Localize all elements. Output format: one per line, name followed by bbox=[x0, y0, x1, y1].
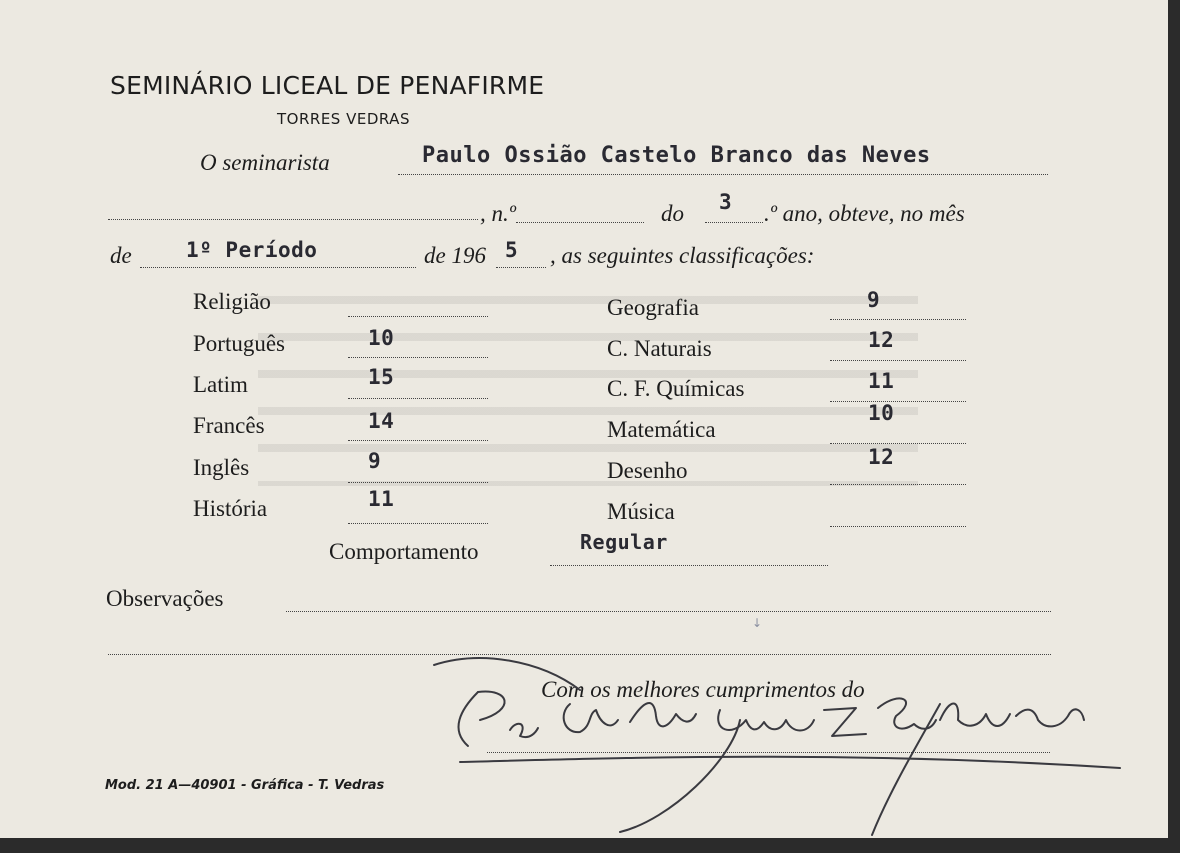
grade-line-left-4 bbox=[348, 482, 488, 483]
location-subtitle: TORRES VEDRAS bbox=[277, 110, 410, 128]
number-label: , n.º bbox=[480, 201, 516, 226]
subject-right-2: C. F. Químicas bbox=[607, 376, 745, 401]
scan-edge-bottom bbox=[0, 838, 1180, 853]
subject-right-3: Matemática bbox=[607, 417, 716, 442]
grade-line-left-5 bbox=[348, 523, 488, 524]
year-value: 3 bbox=[719, 190, 733, 214]
seminarist-name-value: Paulo Ossião Castelo Branco das Neves bbox=[422, 143, 931, 168]
grade-line-right-5 bbox=[830, 526, 966, 527]
year-line bbox=[705, 222, 763, 223]
month-value: 1º Período bbox=[186, 238, 318, 262]
seminarist-name-line bbox=[398, 174, 1048, 175]
name-continuation-line bbox=[108, 219, 478, 220]
month-line bbox=[140, 267, 416, 268]
grade-left-5: 11 bbox=[368, 487, 395, 511]
grade-line-right-4 bbox=[830, 484, 966, 485]
subject-left-0: Religião bbox=[193, 289, 271, 314]
grade-line-left-2 bbox=[348, 398, 488, 399]
behavior-line bbox=[550, 565, 828, 566]
subject-right-4: Desenho bbox=[607, 458, 688, 483]
grade-left-1: 10 bbox=[368, 326, 395, 350]
grade-right-1: 12 bbox=[868, 328, 895, 352]
grade-right-2: 11 bbox=[868, 369, 895, 393]
grade-right-0: 9 bbox=[867, 288, 881, 312]
footer-form-code: Mod. 21 A—40901 - Gráfica - T. Vedras bbox=[105, 778, 385, 793]
subject-right-0: Geografia bbox=[607, 295, 699, 320]
month-prefix: de bbox=[110, 243, 132, 268]
grade-line-left-1 bbox=[348, 357, 488, 358]
grade-line-left-0 bbox=[348, 316, 488, 317]
ink-mark: ↓ bbox=[752, 616, 763, 630]
subject-left-5: História bbox=[193, 496, 268, 521]
year-prefix: do bbox=[661, 201, 684, 226]
grade-left-2: 15 bbox=[368, 365, 395, 389]
grade-right-3: 10 bbox=[868, 401, 895, 425]
grade-left-3: 14 bbox=[368, 409, 395, 433]
behavior-label: Comportamento bbox=[329, 539, 479, 564]
date-year-digit: 5 bbox=[505, 238, 519, 262]
closing-text: Com os melhores cumprimentos do bbox=[541, 677, 865, 702]
grade-line-right-1 bbox=[830, 360, 966, 361]
year-suffix: .º ano, obteve, no mês bbox=[764, 201, 965, 226]
observations-line bbox=[286, 611, 1051, 612]
subject-right-5: Música bbox=[607, 499, 675, 524]
behavior-value: Regular bbox=[580, 530, 668, 554]
scan-edge-right bbox=[1168, 0, 1180, 853]
grade-left-4: 9 bbox=[368, 449, 382, 473]
observations-label: Observações bbox=[106, 586, 224, 611]
grade-line-left-3 bbox=[348, 440, 488, 441]
subject-left-1: Português bbox=[193, 331, 285, 356]
subject-left-3: Francês bbox=[193, 413, 265, 438]
institution-title: SEMINÁRIO LICEAL DE PENAFIRME bbox=[110, 71, 545, 100]
subject-left-2: Latim bbox=[193, 372, 248, 397]
subject-left-4: Inglês bbox=[193, 455, 250, 480]
date-prefix: de 196 bbox=[424, 243, 486, 268]
signature-drawing bbox=[420, 650, 1140, 838]
grade-line-right-2 bbox=[830, 401, 966, 402]
grade-line-right-0 bbox=[830, 319, 966, 320]
seminarist-label: O seminarista bbox=[200, 150, 330, 175]
subject-right-1: C. Naturais bbox=[607, 336, 712, 361]
grade-line-right-3 bbox=[830, 443, 966, 444]
grade-right-4: 12 bbox=[868, 445, 895, 469]
number-line bbox=[516, 222, 644, 223]
date-line bbox=[496, 267, 546, 268]
date-suffix: , as seguintes classificações: bbox=[550, 243, 815, 268]
